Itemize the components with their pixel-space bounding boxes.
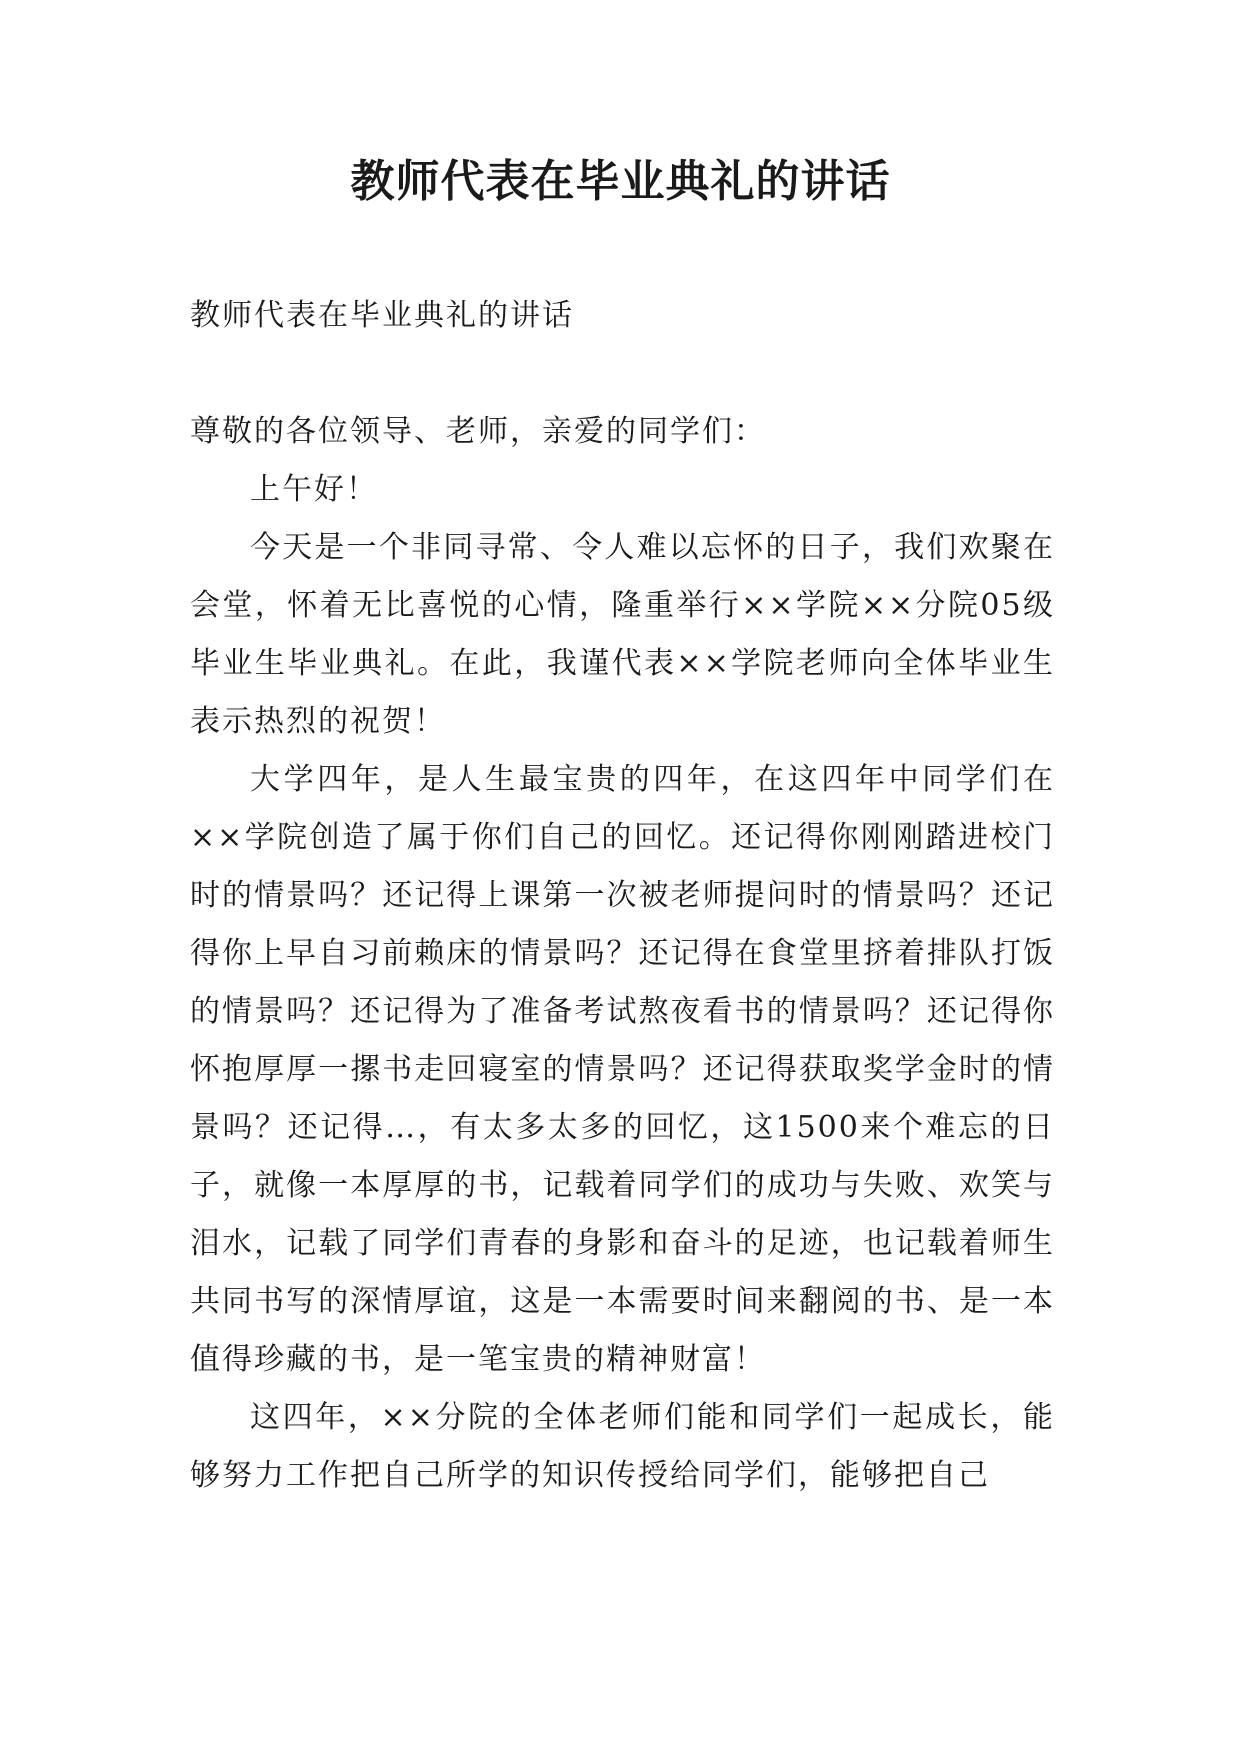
- document-title: 教师代表在毕业典礼的讲话: [350, 156, 891, 207]
- document-subtitle: 教师代表在毕业典礼的讲话: [190, 298, 574, 333]
- paragraph-memories: 大学四年，是人生最宝贵的四年，在这四年中同学们在××学院创造了属于你们自己的回忆。还记得你刚刚踏进校门时的情景吗？还记得上课第一次被老师提问时的情景吗？还记得你上早自习前赖床的情景吗？还记得在食堂里挤着排队打饭的情景吗？还记得为了准备考试熬夜看书的情景吗？还记得你怀抱厚厚一摞书走回寝室的情景吗？还记得获取奖学金时的情景吗？还记得…，有太多太多的回忆，这1500来个难忘的日子，就像一本厚厚的书，记载着同学们的成功与失败、欢笑与泪水，记载了同学们青春的身影和奋斗的足迹，也记载着师生共同书写的深情厚谊，这是一本需要时间来翻阅的书、是一本值得珍藏的书，是一笔宝贵的精神财富！: [190, 762, 1055, 1377]
- document-body: [190, 287, 1055, 1505]
- paragraph-teachers: 这四年，××分院的全体老师们能和同学们一起成长，能够努力工作把自己所学的知识传授给同学们，能够把自己: [190, 1400, 1055, 1493]
- paragraph-opening: 今天是一个非同寻常、令人难以忘怀的日子，我们欢聚在会堂，怀着无比喜悦的心情，隆重举行××学院××分院05级毕业生毕业典礼。在此，我谨代表××学院老师向全体毕业生表示热烈的祝贺！: [190, 530, 1055, 739]
- paragraph-greeting: 上午好！: [250, 472, 378, 507]
- salutation: 尊敬的各位领导、老师，亲爱的同学们：: [190, 414, 766, 449]
